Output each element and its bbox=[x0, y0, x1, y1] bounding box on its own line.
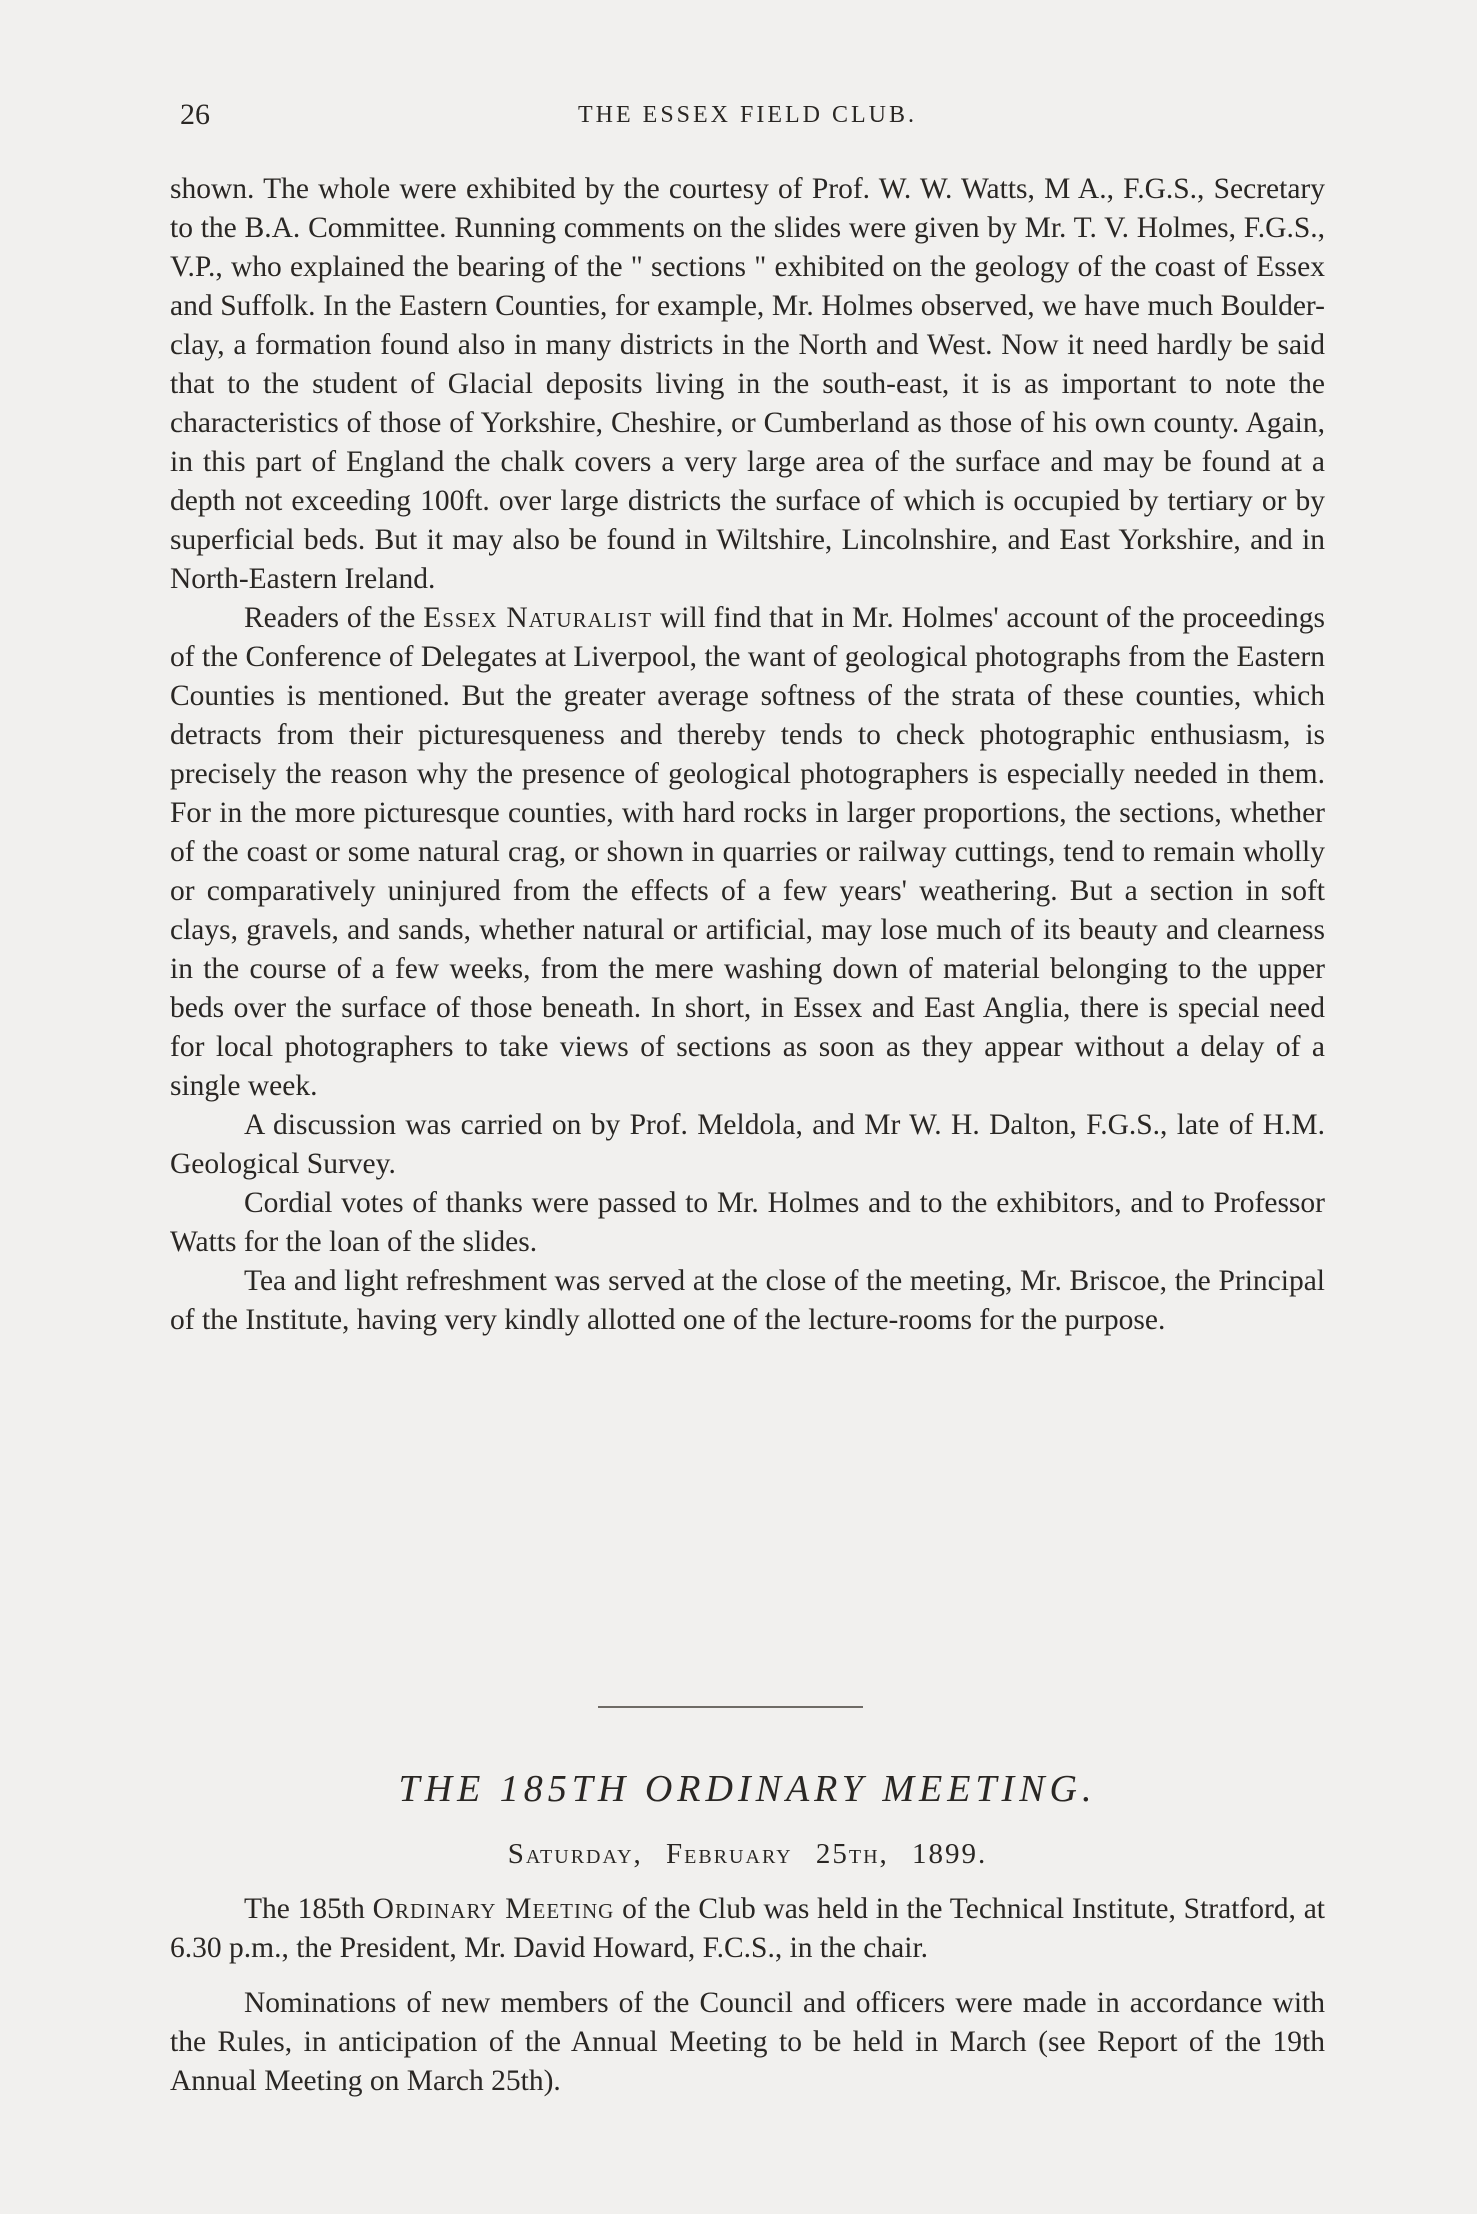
meeting-heading: THE 185TH ORDINARY MEETING. bbox=[398, 1768, 1097, 1810]
page-header bbox=[180, 98, 1315, 138]
paragraph-meeting-held bbox=[170, 1890, 1325, 1968]
paragraph-nominations: Nominations of new members of the Council and officers were made in accordance with the Rules, in anticipation of the Annual Meeting to be held in March (see Report of the 19th Annual Meeting on March 25th). bbox=[170, 1987, 1325, 2097]
running-head: THE ESSEX FIELD CLUB. bbox=[578, 102, 917, 128]
paragraph-discussion: A discussion was carried on by Prof. Meldola, and Mr W. H. Dalton, F.G.S., late of H.M. Geological Survey. bbox=[170, 1109, 1325, 1180]
meeting-body bbox=[170, 1890, 1325, 2101]
meeting-text-after: of the Club was held in the Technical Institute, Stratford, at 6.30 p.m., the President, Mr. David Howard, F.C.S., in the chair. bbox=[170, 1893, 1325, 1964]
meeting-name: Ordinary Meeting bbox=[372, 1893, 615, 1925]
report-body bbox=[170, 170, 1325, 1340]
paragraph-lantern-slides: shown. The whole were exhibited by the courtesy of Prof. W. W. Watts, M A., F.G.S., Secretary to the B.A. Committee. Running comments on the slides were given by Mr. T. V. Holmes, F.G.S., V.P., who explained the bearing of the " sections " exhibited on the geology of the coast of Essex and Suffolk. In the Eastern Counties, for example, Mr. Holmes observed, we have much Boulder-clay, a formation found also in many districts in the North and West. Now it need hardly be said that to the student of Glacial deposits living in the south-east, it is as important to note the characteristics of those of Yorkshire, Cheshire, or Cumberland as those of his own county. Again, in this part of England the chalk covers a very large area of the surface and may be found at a depth not exceeding 100ft. over large districts the surface of which is occupied by tertiary or by superficial beds. But it may also be found in Wiltshire, Lincolnshire, and East Yorkshire, and in North-Eastern Ireland. bbox=[170, 173, 1325, 595]
paragraph-geological-photographs bbox=[170, 599, 1325, 1106]
meeting-date: Saturday, February 25th, 1899. bbox=[507, 1838, 988, 1870]
section-divider bbox=[598, 1706, 863, 1708]
journal-title: Essex Naturalist bbox=[423, 602, 653, 634]
paragraph-text-after-journal: will find that in Mr. Holmes' account of the proceedings of the Conference of Delegates at Liverpool, the want of geological photographs from the Eastern Counties is mentioned. But the greater average softness of the strata of these counties, which detracts from their picturesqueness and thereby tends to check photographic enthusiasm, is precisely the reason why the presence of geological photographers is especially needed in them. For in the more picturesque counties, with hard rocks in larger proportions, the sections, whether of the coast or some natural crag, or shown in quarries or railway cuttings, tend to remain wholly or comparatively uninjured from the effects of a few years' weathering. But a section in soft clays, gravels, and sands, whether natural or artificial, may lose much of its beauty and clearness in the course of a few weeks, from the mere washing down of material belonging to the upper beds over the surface of those beneath. In short, in Essex and East Anglia, there is special need for local photographers to take views of sections as soon as they appear without a delay of a single week. bbox=[170, 602, 1326, 1102]
paragraph-votes-of-thanks: Cordial votes of thanks were passed to Mr. Holmes and to the exhibitors, and to Professor Watts for the loan of the slides. bbox=[170, 1187, 1325, 1258]
page-number: 26 bbox=[180, 98, 210, 131]
paragraph-refreshment: Tea and light refreshment was served at the close of the meeting, Mr. Briscoe, the Principal of the Institute, having very kindly allotted one of the lecture-rooms for the purpose. bbox=[170, 1265, 1325, 1336]
paragraph-text-before-journal: Readers of the bbox=[244, 602, 416, 634]
meeting-text-before: The 185th bbox=[244, 1893, 365, 1925]
